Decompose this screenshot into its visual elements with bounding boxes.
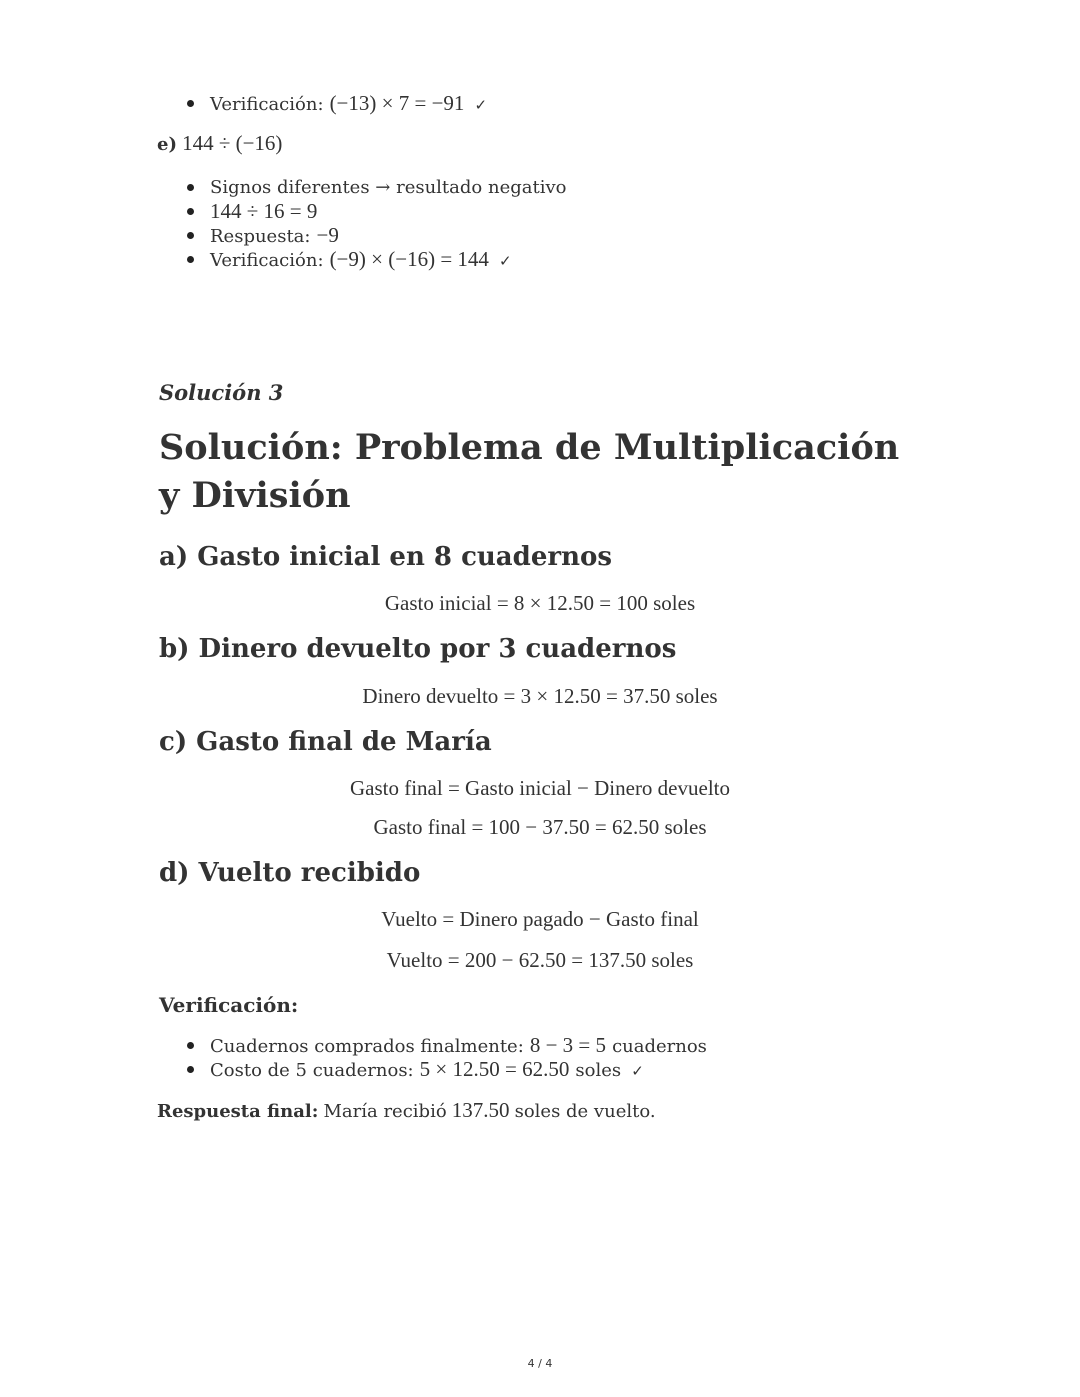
d-bullets (186, 91, 487, 115)
list-item: Respuesta: −9 (186, 223, 566, 247)
item-e: e) 144 ÷ (−16) (157, 131, 283, 155)
list-item: 144 ÷ 16 = 9 (186, 199, 566, 223)
equation-d1: Vuelto = Dinero pagado − Gasto final (381, 907, 699, 931)
verification-expr: (−13) × 7 = −91 (329, 91, 465, 115)
equation-d2: Vuelto = 200 − 62.50 = 137.50 soles (386, 948, 694, 972)
section-heading-c: c) Gasto final de María (159, 727, 492, 757)
page-number: 4 / 4 (527, 1357, 553, 1370)
equation-b: Dinero devuelto = 3 × 12.50 = 37.50 soles (362, 684, 718, 708)
section-heading-a: a) Gasto inicial en 8 cuadernos (159, 542, 612, 572)
page-title: Solución: Problema de Multiplicación y División (159, 427, 900, 516)
list-item: Signos diferentes → resultado negativo (186, 175, 566, 199)
equation-c1: Gasto final = Gasto inicial − Dinero devuelto (349, 776, 730, 800)
final-answer: Respuesta final: María recibió 137.50 soles de vuelto. (157, 1098, 656, 1122)
list-item: Verificación: (−9) × (−16) = 144 ✓ (186, 247, 566, 271)
check-icon: ✓ (474, 96, 488, 114)
equation-a: Gasto inicial = 8 × 12.50 = 100 soles (384, 591, 696, 615)
e-bullets (186, 175, 566, 271)
item-e-expr: 144 ÷ (−16) (182, 131, 283, 155)
section-heading-d: d) Vuelto recibido (159, 858, 421, 888)
section-heading-b: b) Dinero devuelto por 3 cuadernos (159, 634, 677, 664)
verification-item: Verificación: (−13) × 7 = −91 ✓ (186, 91, 487, 115)
equation-c2: Gasto final = 100 − 37.50 = 62.50 soles (373, 815, 707, 839)
solution-label: Solución 3 (159, 380, 284, 405)
list-item: Cuadernos comprados finalmente: 8 − 3 = 5 cuadernos (186, 1033, 707, 1057)
verification-heading: Verificación: (159, 993, 299, 1017)
verification-list (186, 1033, 707, 1081)
check-icon: ✓ (631, 1062, 644, 1080)
check-icon: ✓ (498, 252, 512, 270)
list-item: Costo de 5 cuadernos: 5 × 12.50 = 62.50 soles ✓ (186, 1057, 707, 1081)
